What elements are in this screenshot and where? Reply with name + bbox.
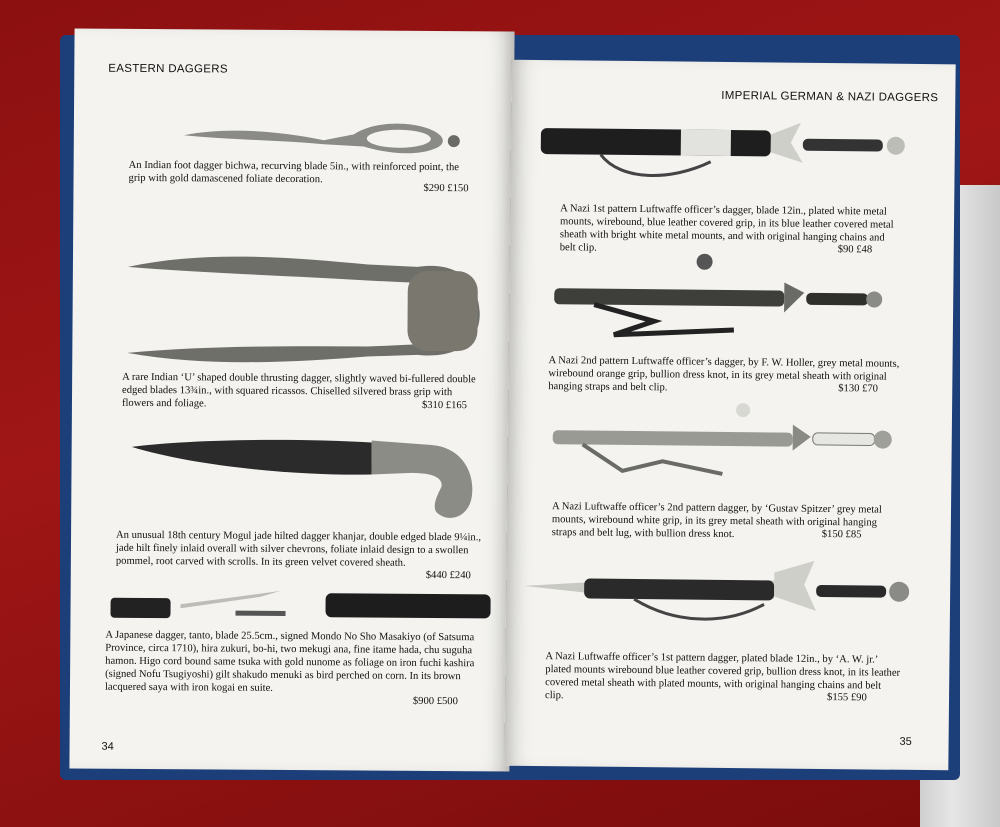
entry-caption: An Indian foot dagger bichwa, recurving blade 5in., with reinforced point, the grip with gold damascened foliate decoration. <box>128 159 460 186</box>
tanto-dagger-image <box>110 584 500 632</box>
entry-price: $900 £500 <box>412 695 458 708</box>
entry-price: $155 £90 <box>826 692 867 704</box>
entry-price: $150 £85 <box>821 528 862 541</box>
entry-caption: A Japanese dagger, tanto, blade 25.5cm., signed Mondo No Sho Masakiyo (of Satsuma Province, circa 1710), hira zukuri, bo-hi, two mekugi ana, fine itame hada, chu suguha hamon. Higo cord bound same tsuka with gold nunome as foliage on iron fuchi kashira (signed Nofu Tsugiyoshi) gilt shakudo menuki as bird perched on corn. In its brown lacquered saya with iron kogai en suite. <box>104 629 475 694</box>
luftwaffe-2nd-pattern-holler-dagger-image <box>554 250 895 354</box>
luftwaffe-2nd-pattern-spitzer-dagger-image <box>552 400 903 494</box>
entry-caption: A Nazi 2nd pattern Luftwaffe officer’s dagger, by F. W. Holler, grey metal mounts, wirebound orange grip, bullion dress knot, in its grey metal sheath with original hanging straps and belt clip. <box>548 355 900 394</box>
entry-price: $90 £48 <box>837 244 873 256</box>
entry-price: $310 £165 <box>421 399 468 412</box>
luftwaffe-1st-pattern-aw-dagger-image <box>524 552 925 646</box>
entry-caption: A Nazi Luftwaffe officer’s 1st pattern dagger, plated blade 12in., by ‘A. W. jr.’ plated mounts wirebound blue leather covered grip, bullion dress knot, in its leather covered metal sheath with plated mounts, with original hanging chains and belt clip. <box>544 651 901 702</box>
entry-caption: An unusual 18th century Mogul jade hilted dagger khanjar, double edged blade 9¼in., jade hilt finely inlaid overall with silver chevrons, foliate inlaid design to a swollen pommel, root carved with scrolls. In its green velvet covered sheath. <box>115 529 482 569</box>
entry-caption: A Nazi Luftwaffe officer’s 2nd pattern dagger, by ‘Gustav Spitzer’ grey metal mounts, wirebound white grip, in its grey metal sheath with original hanging straps and belt lug, with bullion dress knot. <box>551 501 882 541</box>
left-page-header: EASTERN DAGGERS <box>108 62 228 76</box>
bichwa-dagger-image <box>184 99 464 161</box>
entry-caption: A rare Indian ‘U’ shaped double thrusting dagger, slightly waved bi-fullered double edged blades 13¾in., with squared ricassos. Chiselled silvered brass grip with flowers and foliage. <box>121 371 476 410</box>
entry-price: $130 £70 <box>838 383 879 395</box>
entry-caption: A Nazi 1st pattern Luftwaffe officer’s dagger, blade 12in., plated white metal mounts, wirebound, blue leather covered grip, in its blue leather covered metal sheath with bright white metal mounts, and with original hanging chains and belt clip. <box>559 203 894 254</box>
left-page <box>69 28 514 771</box>
right-page-header: IMPERIAL GERMAN & NAZI DAGGERS <box>721 89 939 105</box>
right-page <box>504 60 955 771</box>
luftwaffe-1st-pattern-dagger-image <box>540 120 921 204</box>
right-page-number: 35 <box>899 735 912 748</box>
khanjar-dagger-image <box>131 431 482 523</box>
entry-price: $290 £150 <box>423 182 469 195</box>
u-shaped-dagger-image <box>127 249 488 372</box>
entry-price: $440 £240 <box>425 569 471 582</box>
left-page-number: 34 <box>101 740 114 753</box>
